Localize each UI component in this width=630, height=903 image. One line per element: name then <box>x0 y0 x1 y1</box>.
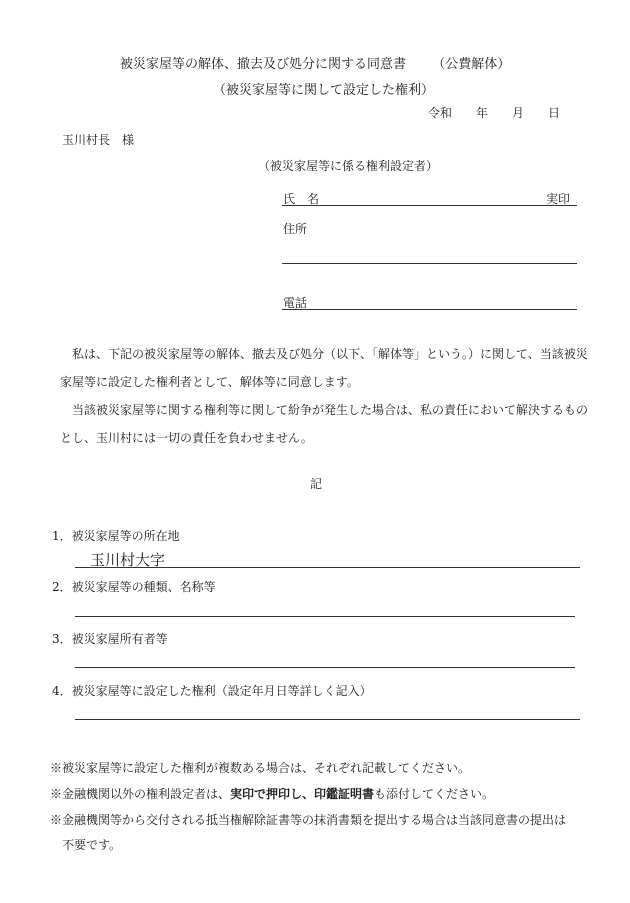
note-3-line-1: ※金融機関等から交付される抵当権解除証書等の抹消書類を提出する場合は当該同意書の提出は <box>50 813 567 827</box>
seal-label: 実印 <box>546 192 571 206</box>
consent-paragraph-1: 私は、下記の被災家屋等の解体、撤去及び処分（以下、「解体等」という。）に関して、当該被災家屋等に設定した権利者として、解体等に同意します。 <box>60 347 588 389</box>
item-3 <box>52 630 168 647</box>
note-1: ※被災家屋等に設定した権利が複数ある場合は、それぞれ記載してください。 <box>50 761 471 775</box>
item-label: 被災家屋等の所在地 <box>71 529 180 543</box>
addressee: 玉川村長 様 <box>62 133 135 147</box>
name-line <box>282 205 577 206</box>
item-label: 被災家屋所有者等 <box>71 632 168 646</box>
consent-text <box>60 340 590 452</box>
document-subtitle: （被災家屋等に関して設定した権利） <box>213 83 435 98</box>
item-number: 3． <box>52 632 72 646</box>
ki-heading: 記 <box>310 477 323 491</box>
item-number: 2． <box>52 580 72 594</box>
item-label: 被災家屋等の種類、名称等 <box>71 580 216 594</box>
note-2-emphasis: 実印で押印し、印鑑証明書 <box>230 787 375 801</box>
item-1 <box>52 527 180 544</box>
item-label: 被災家屋等に設定した権利（設定年月日等詳しく記入） <box>71 684 372 698</box>
item-2 <box>52 578 216 595</box>
signer-heading: （被災家屋等に係る権利設定者） <box>258 159 439 173</box>
document-title <box>120 53 510 72</box>
consent-paragraph-2: 当該被災家屋等に関する権利等に関して紛争が発生した場合は、私の責任において解決するものとし、玉川村には一切の責任を負わせません。 <box>60 403 589 445</box>
title-tag: （公費解体） <box>432 57 511 72</box>
item-1-line <box>75 567 580 568</box>
item-1-value: 玉川村大字 <box>90 551 166 569</box>
title-main: 被災家屋等の解体、撤去及び処分に関する同意書 <box>120 57 407 72</box>
item-number: 1． <box>52 529 72 543</box>
item-4 <box>52 682 372 699</box>
note-2 <box>50 785 494 802</box>
address-label: 住所 <box>283 222 308 236</box>
item-2-line <box>75 616 575 617</box>
address-line <box>282 263 577 264</box>
date-field: 令和 年 月 日 <box>428 106 561 120</box>
item-number: 4． <box>52 684 72 698</box>
phone-line <box>282 309 577 310</box>
item-4-line <box>75 719 580 720</box>
name-label: 氏 名 <box>283 192 320 206</box>
note-3-line-2: 不要です。 <box>62 838 122 852</box>
note-2-part-a: ※金融機関以外の権利設定者は、 <box>50 787 231 801</box>
note-2-part-c: も添付してください。 <box>374 787 495 801</box>
phone-label: 電話 <box>283 296 308 310</box>
item-3-line <box>75 667 575 668</box>
